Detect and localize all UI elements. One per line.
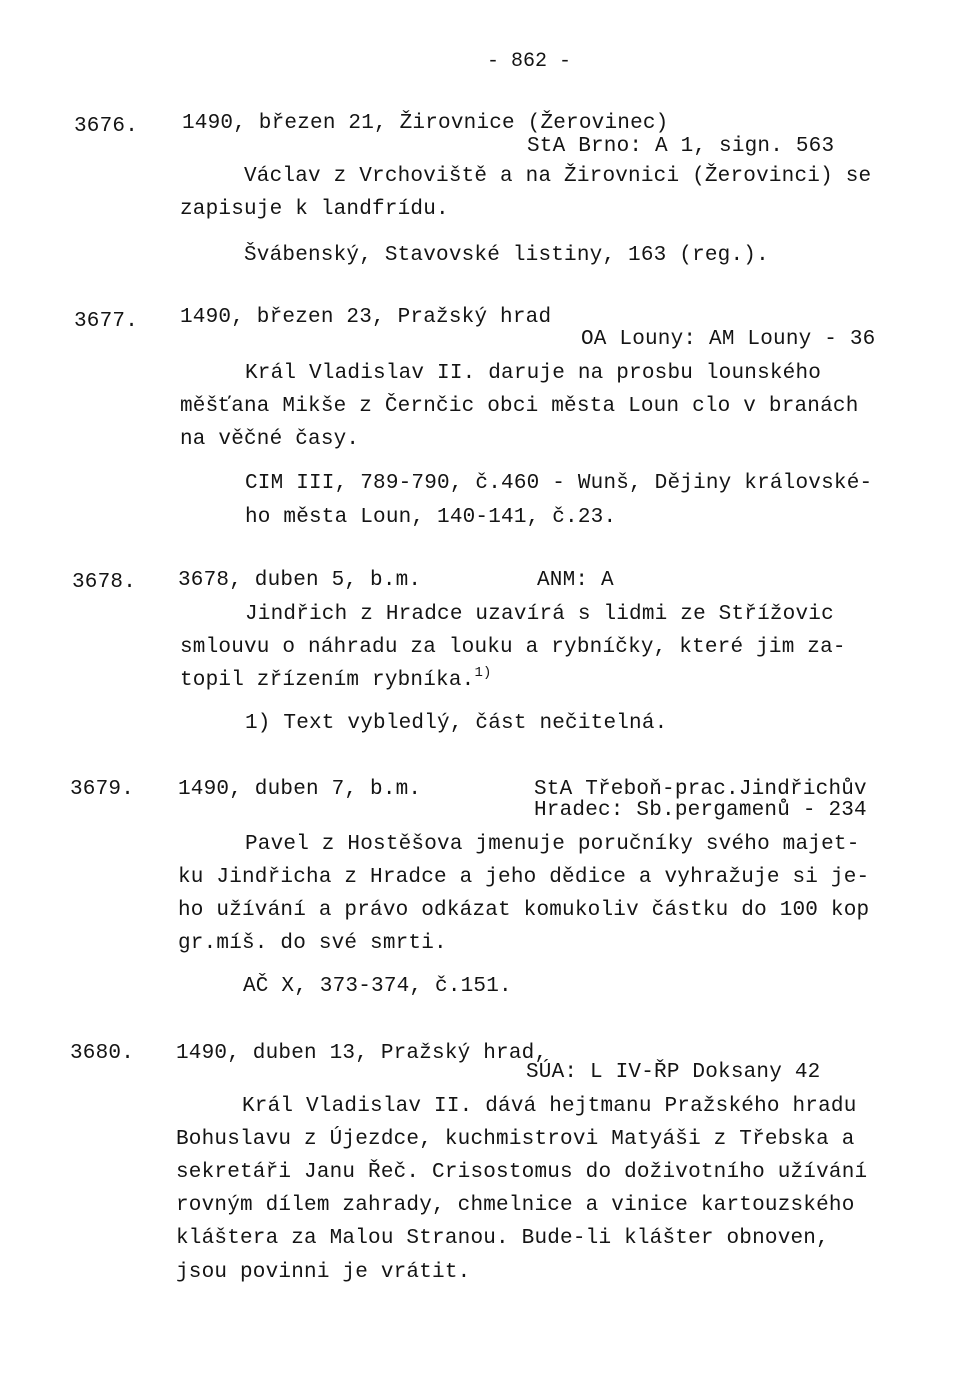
entry-number: 3679. bbox=[70, 778, 135, 801]
entry-archive: OA Louny: AM Louny - 36 bbox=[581, 328, 876, 351]
entry-body-line: na věčné časy. bbox=[180, 428, 360, 451]
entry-number: 3676. bbox=[74, 115, 139, 138]
entry-header: 1490, březen 23, Pražský hrad bbox=[180, 306, 552, 329]
footnote-text: 1) Text vybledlý, část nečitelná. bbox=[245, 712, 668, 735]
entry-reference: ho města Loun, 140-141, č.23. bbox=[245, 506, 617, 529]
entry-reference: CIM III, 789-790, č.460 - Wunš, Dějiny královské- bbox=[245, 472, 873, 495]
body-text: topil zřízením rybníka. bbox=[180, 669, 475, 692]
entry-number: 3680. bbox=[70, 1042, 135, 1065]
entry-header: 1490, duben 13, Pražský hrad, bbox=[176, 1042, 548, 1065]
entry-body-line: zapisuje k landfrídu. bbox=[180, 198, 449, 221]
entry-body-line: smlouvu o náhradu za louku a rybníčky, které jim za- bbox=[180, 636, 846, 659]
page-number: - 862 - bbox=[486, 50, 571, 73]
entry-body-line: sekretáři Janu Řeč. Crisostomus do doživotního užívání bbox=[176, 1161, 868, 1184]
entry-body-line: Bohuslavu z Újezdce, kuchmistrovi Matyáši z Třebska a bbox=[176, 1128, 855, 1151]
entry-body-line: gr.míš. do své smrti. bbox=[178, 932, 447, 955]
footnote-marker: 1) bbox=[474, 665, 492, 681]
entry-body-line: rovným dílem zahrady, chmelnice a vinice kartouzského bbox=[176, 1194, 855, 1217]
entry-body-line: ku Jindřicha z Hradce a jeho dědice a vyhražuje si je- bbox=[178, 866, 870, 889]
entry-body-line: kláštera za Malou Stranou. Bude-li klášter obnoven, bbox=[176, 1227, 829, 1250]
entry-body-line: Král Vladislav II. dává hejtmanu Pražského hradu bbox=[242, 1095, 857, 1118]
entry-body-line: měšťana Mikše z Černčic obci města Loun clo v branách bbox=[180, 395, 859, 418]
entry-archive: StA Brno: A 1, sign. 563 bbox=[527, 135, 835, 158]
entry-header: 3678, duben 5, b.m. bbox=[178, 569, 422, 592]
entry-body-line: jsou povinni je vrátit. bbox=[176, 1261, 471, 1284]
entry-number: 3677. bbox=[74, 310, 139, 333]
entry-number: 3678. bbox=[72, 571, 137, 594]
entry-reference: AČ X, 373-374, č.151. bbox=[243, 975, 512, 998]
entry-header: 1490, duben 7, b.m. bbox=[178, 778, 422, 801]
entry-archive-cont: Hradec: Sb.pergamenů - 234 bbox=[534, 799, 867, 822]
entry-header: 1490, březen 21, Žirovnice (Žerovinec) bbox=[182, 112, 669, 135]
entry-archive: ANM: A bbox=[537, 569, 614, 592]
entry-body-line: Král Vladislav II. daruje na prosbu lounského bbox=[245, 362, 822, 385]
entry-body-line: Jindřich z Hradce uzavírá s lidmi ze Střížovic bbox=[245, 603, 834, 626]
entry-body-line: Václav z Vrchoviště a na Žirovnici (Žerovinci) se bbox=[244, 165, 872, 188]
entry-body-line: ho užívání a právo odkázat komukoliv částku do 100 kop bbox=[178, 899, 870, 922]
entry-body-line: Pavel z Hostěšova jmenuje poručníky svého majet- bbox=[245, 833, 860, 856]
entry-body-line bbox=[180, 665, 492, 692]
entry-reference: Švábenský, Stavovské listiny, 163 (reg.). bbox=[244, 244, 769, 267]
entry-archive: StA Třeboň-prac.Jindřichův bbox=[534, 778, 867, 801]
entry-archive: SÚA: L IV-ŘP Doksany 42 bbox=[526, 1061, 821, 1084]
